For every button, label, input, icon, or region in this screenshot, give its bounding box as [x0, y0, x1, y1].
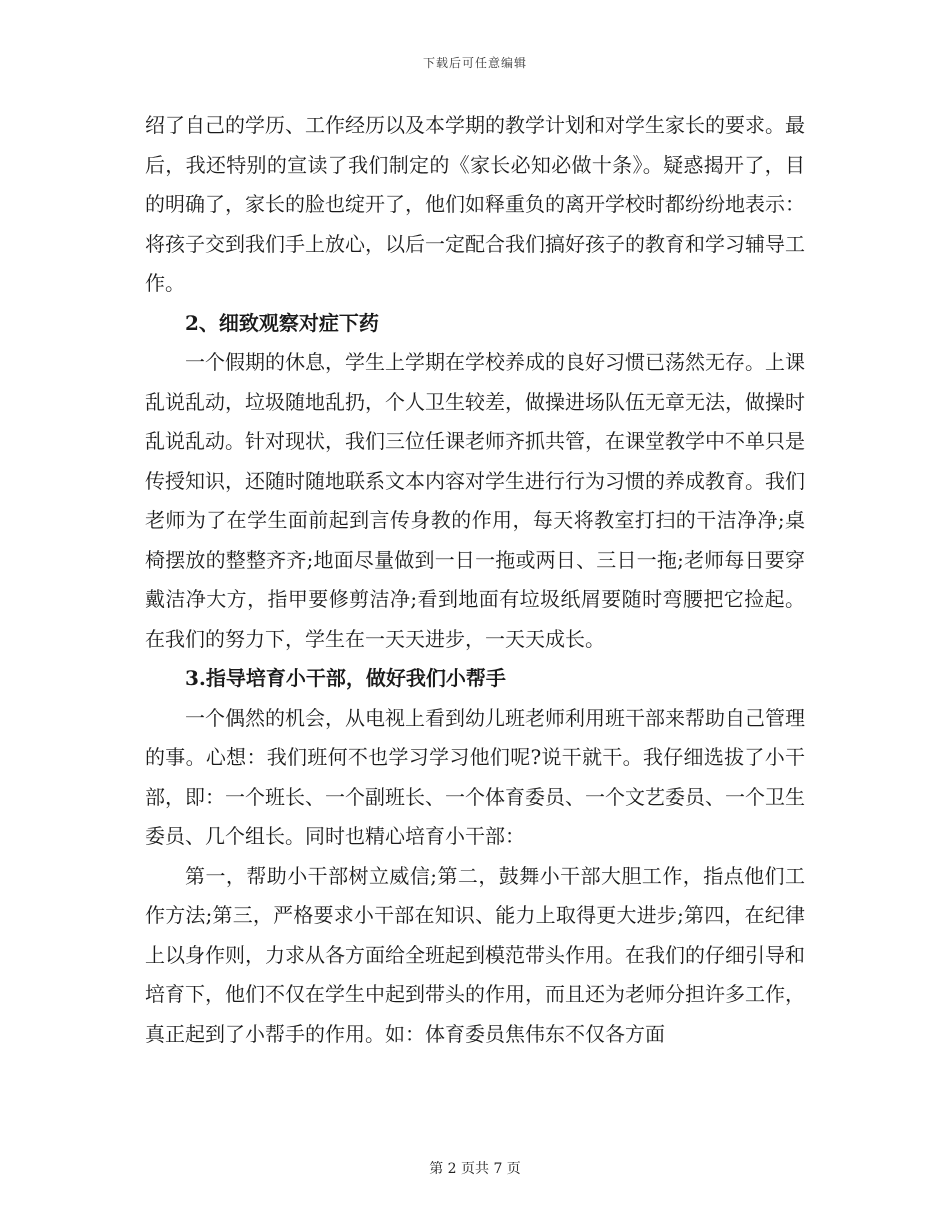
- paragraph-cadre-training: 第一，帮助小干部树立威信;第二，鼓舞小干部大胆工作，指点他们工作方法;第三，严格要求小干部在知识、能力上取得更大进步;第四，在纪律上以身作则，力求从各方面给全班起到模范带头作用。在我们的仔细引导和培育下，他们不仅在学生中起到带头的作用，而且还为老师分担许多工作，真正起到了小帮手的作用。如：体育委员焦伟东不仅各方面: [145, 863, 805, 1046]
- document-body: [145, 106, 805, 1054]
- section-heading-2: 2、细致观察对症下药: [185, 310, 379, 335]
- paragraph-cadres: 一个偶然的机会，从电视上看到幼儿班老师利用班干部来帮助自己管理的事。心想：我们班何不也学习学习他们呢?说干就干。我仔细选拔了小干部，即：一个班长、一个副班长、一个体育委员、一个文艺委员、一个卫生委员、几个组长。同时也精心培育小干部：: [145, 705, 805, 848]
- section-heading-3: 3.指导培育小干部，做好我们小帮手: [185, 666, 506, 690]
- paragraph-continued: 绍了自己的学历、工作经历以及本学期的教学计划和对学生家长的要求。最后，我还特别的宣读了我们制定的《家长必知必做十条》。疑惑揭开了，目的明确了，家长的脸也绽开了，他们如释重负的离开学校时都纷纷地表示：将孩子交到我们手上放心，以后一定配合我们搞好孩子的教育和学习辅导工作。: [145, 113, 805, 295]
- paragraph-observation: 一个假期的休息，学生上学期在学校养成的良好习惯已荡然无存。上课乱说乱动，垃圾随地乱扔，个人卫生较差，做操进场队伍无章无法，做操时乱说乱动。针对现状，我们三位任课老师齐抓共管，在课堂教学中不单只是传授知识，还随时随地联系文本内容对学生进行行为习惯的养成教育。我们老师为了在学生面前起到言传身教的作用，每天将教室打扫的干洁净净;桌椅摆放的整整齐齐;地面尽量做到一日一拖或两日、三日一拖;老师每日要穿戴洁净大方，指甲要修剪洁净;看到地面有垃圾纸屑要随时弯腰把它捡起。在我们的努力下，学生在一天天进步，一天天成长。: [145, 350, 805, 651]
- page-footer: 第 2 页共 7 页: [429, 1161, 521, 1177]
- page-header: 下载后可任意编辑: [422, 56, 527, 70]
